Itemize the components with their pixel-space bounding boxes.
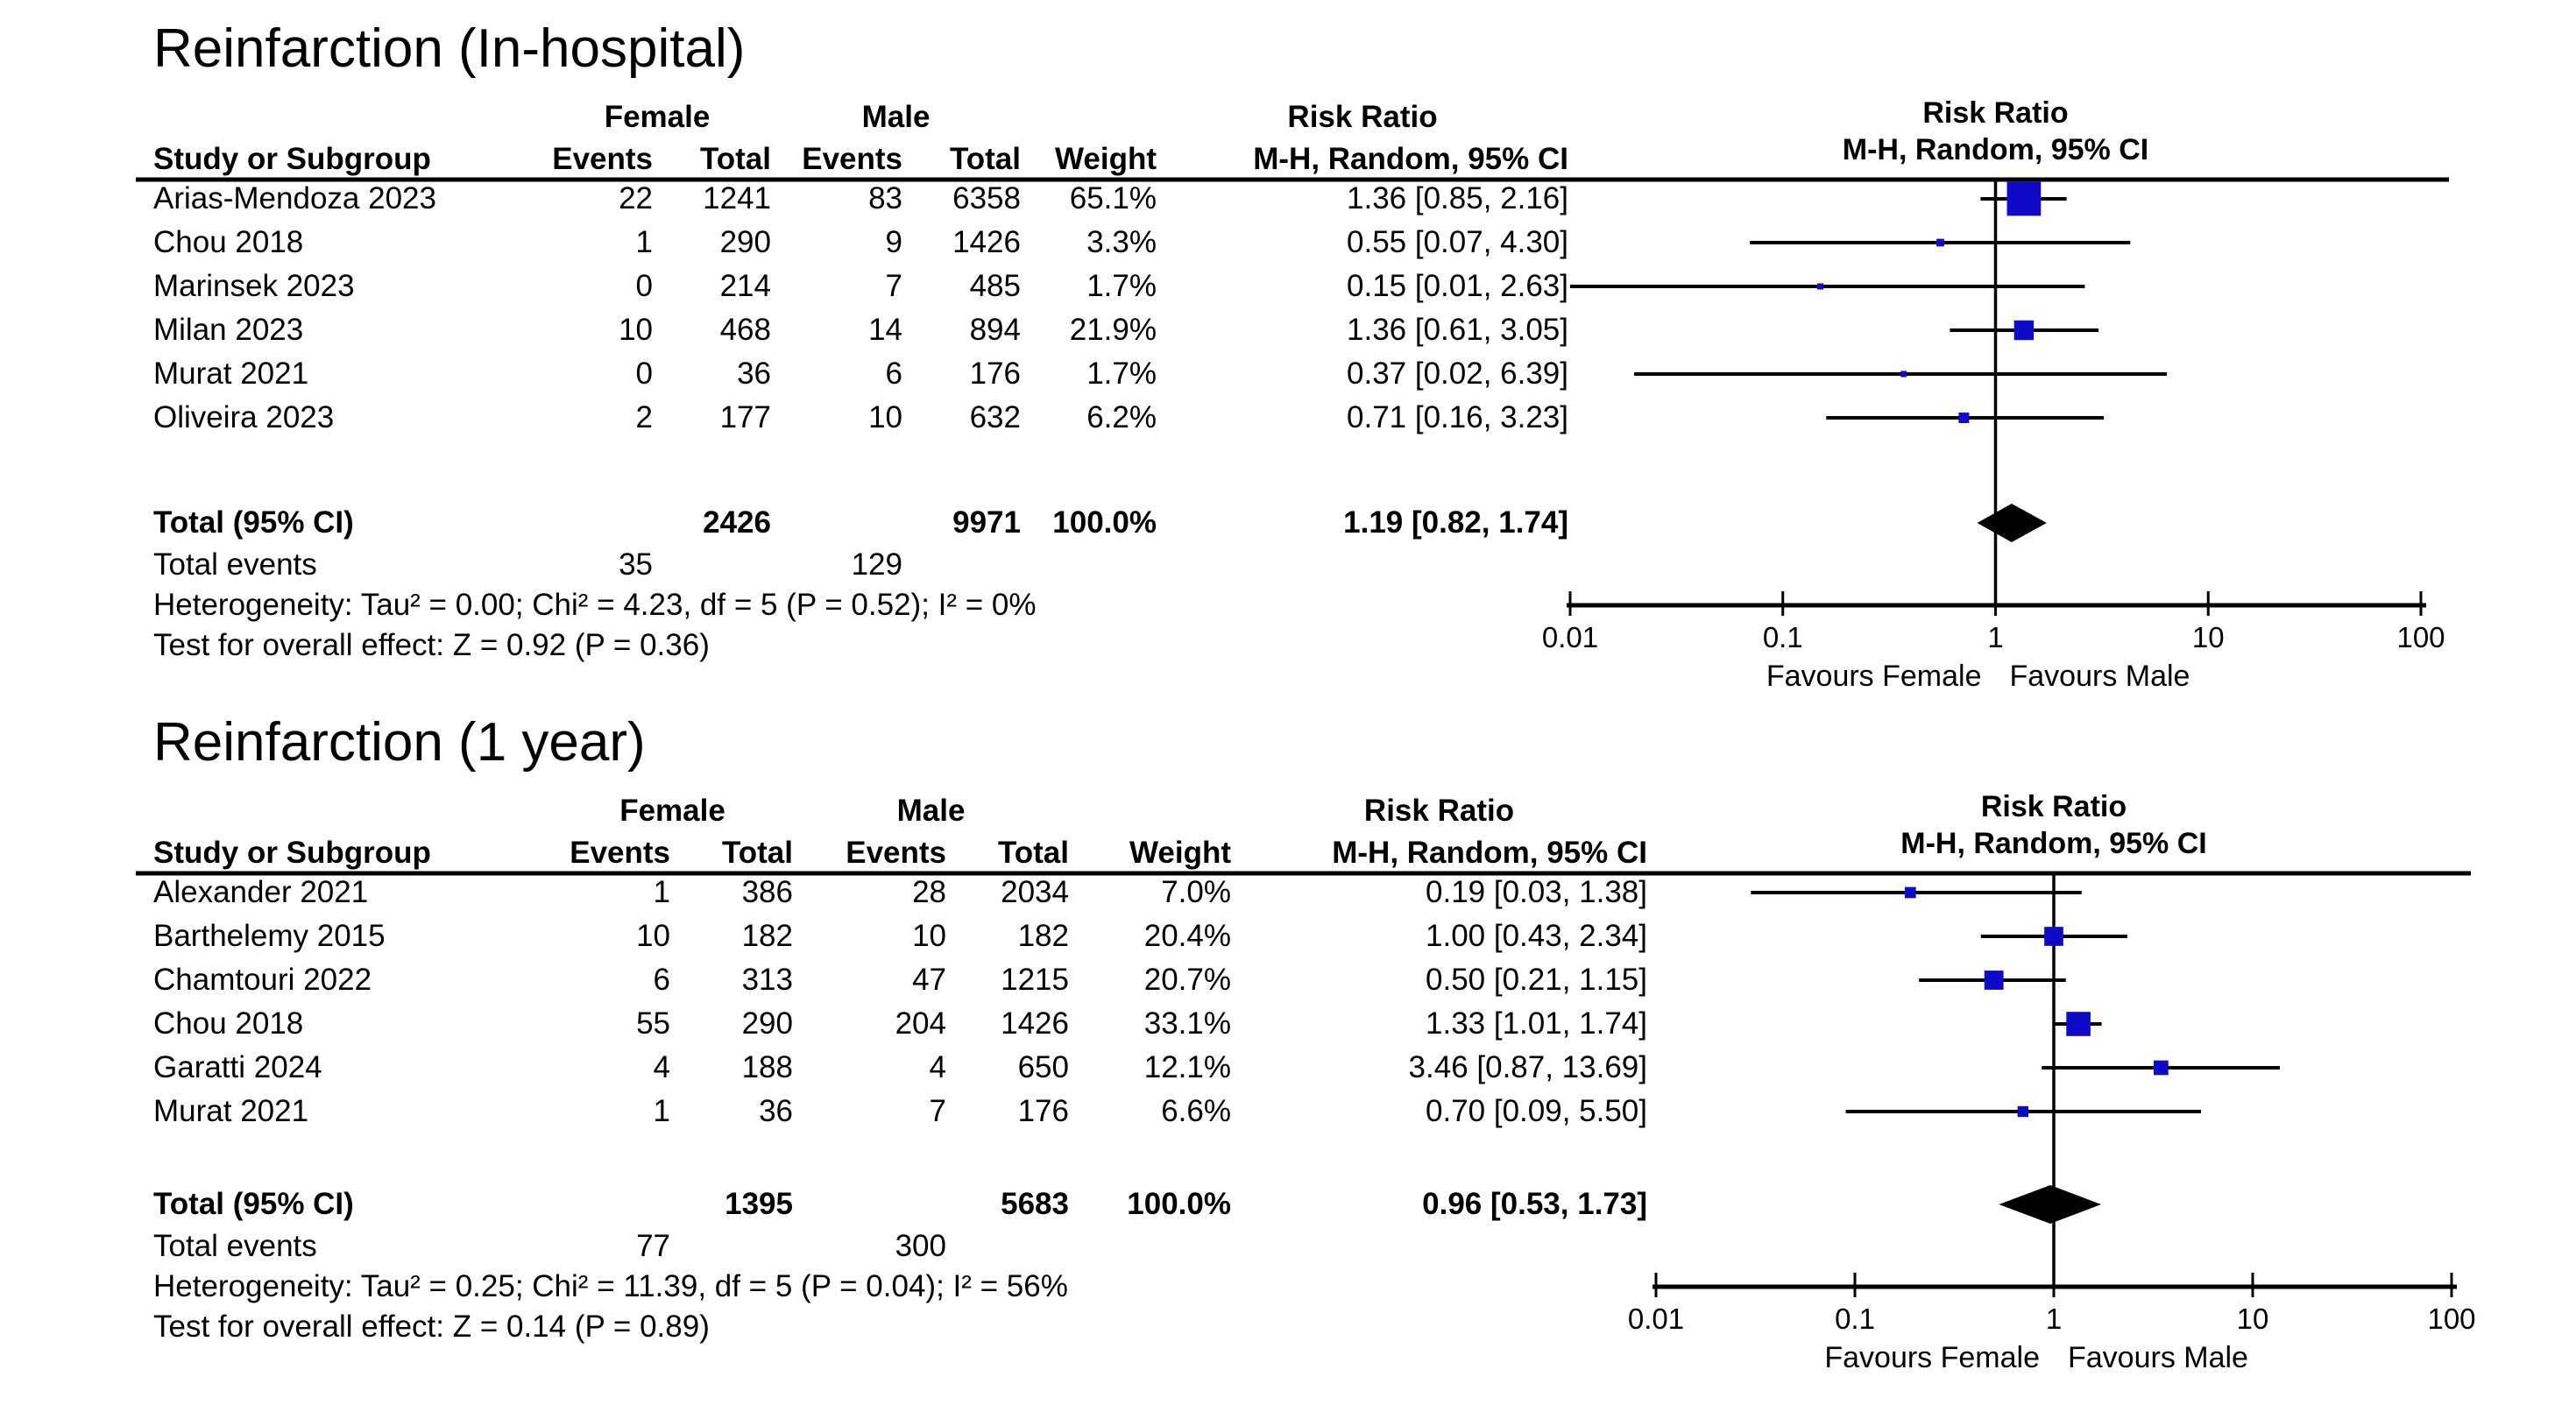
pooled-diamond	[1999, 1185, 2101, 1224]
study-row	[153, 177, 1568, 221]
graph-header-measure: Risk Ratio	[1922, 96, 2069, 130]
total-row	[153, 501, 1568, 545]
effect-square	[2066, 1012, 2091, 1036]
study-rr: 0.50 [0.21, 1.15]	[1426, 963, 1647, 997]
total-male-total: 9971	[952, 505, 1021, 540]
weight-col-header: Weight	[1054, 142, 1157, 176]
study-weight: 65.1%	[1069, 181, 1157, 215]
male-events: 204	[895, 1006, 946, 1041]
total-events-row	[153, 545, 1568, 585]
female-total-col-header: Total	[721, 836, 793, 870]
risk-ratio-col-header: M-H, Random, 95% CI	[1332, 836, 1647, 870]
total-row	[153, 1183, 1647, 1226]
male-events: 9	[885, 225, 902, 259]
total-events-label: Total events	[153, 1229, 317, 1263]
study-name: Milan 2023	[153, 313, 304, 347]
axis-tick-label: 1	[2045, 1303, 2063, 1335]
study-name: Chamtouri 2022	[153, 963, 372, 997]
male-total: 1426	[1001, 1006, 1069, 1041]
male-events: 4	[929, 1050, 946, 1084]
effect-square	[1936, 239, 1944, 247]
total-weight: 100.0%	[1052, 505, 1157, 540]
male-group-label: Male	[896, 794, 966, 828]
study-name: Alexander 2021	[153, 875, 369, 909]
weight-col-header: Weight	[1129, 836, 1231, 870]
female-events: 1	[635, 225, 653, 259]
favours-right-label: Favours Male	[2068, 1341, 2248, 1374]
column-header-row	[153, 135, 1568, 177]
female-events: 55	[636, 1006, 670, 1041]
graph-header-method: M-H, Random, 95% CI	[1842, 133, 2149, 166]
pooled-diamond	[1978, 504, 2047, 542]
female-total-col-header: Total	[699, 142, 771, 176]
axis-tick-label: 10	[2191, 621, 2225, 653]
study-rr: 0.37 [0.02, 6.39]	[1347, 357, 1568, 391]
study-weight: 1.7%	[1086, 357, 1157, 391]
total-female-total: 1395	[725, 1187, 793, 1221]
group-header-row	[153, 98, 1568, 135]
female-total: 177	[719, 400, 771, 434]
study-rows	[153, 177, 1568, 440]
study-row	[153, 871, 1647, 914]
male-events: 7	[885, 269, 902, 303]
study-rr: 1.00 [0.43, 2.34]	[1426, 919, 1647, 953]
male-events-col-header: Events	[802, 142, 902, 176]
male-total: 182	[1017, 919, 1069, 953]
female-events: 1	[653, 1094, 670, 1128]
male-total: 485	[969, 269, 1021, 303]
study-name: Chou 2018	[153, 225, 304, 259]
study-name: Barthelemy 2015	[153, 919, 386, 953]
effect-square	[1985, 971, 2004, 990]
female-events: 1	[653, 875, 670, 909]
study-weight: 20.7%	[1143, 963, 1231, 997]
plot-title: Reinfarction (In-hospital)	[153, 18, 746, 79]
female-total: 1241	[703, 181, 771, 215]
study-name: Chou 2018	[153, 1006, 304, 1041]
graph-column-header	[1689, 91, 2303, 170]
study-weight: 3.3%	[1086, 225, 1157, 259]
female-total: 386	[741, 875, 793, 909]
female-events: 0	[635, 357, 653, 391]
overall-effect-text: Test for overall effect: Z = 0.14 (P = 0.89)	[153, 1310, 710, 1344]
female-events: 2	[635, 400, 653, 434]
study-row	[153, 265, 1568, 308]
effect-square	[2044, 927, 2063, 946]
total-events-male: 129	[851, 547, 902, 582]
male-total: 6358	[952, 181, 1021, 215]
male-total-col-header: Total	[997, 836, 1069, 870]
axis-tick-label: 0.01	[1627, 1303, 1685, 1335]
male-events: 6	[885, 357, 902, 391]
heterogeneity-text: Heterogeneity: Tau² = 0.25; Chi² = 11.39, df = 5 (P = 0.04); I² = 56%	[153, 1269, 1068, 1303]
study-rr: 0.70 [0.09, 5.50]	[1426, 1094, 1647, 1128]
study-weight: 7.0%	[1161, 875, 1231, 909]
study-table	[153, 792, 1647, 1347]
group-header-row	[153, 792, 1647, 829]
effect-square	[1900, 371, 1907, 378]
study-row	[153, 221, 1568, 265]
study-row	[153, 914, 1647, 958]
risk-ratio-col-header: M-H, Random, 95% CI	[1253, 142, 1568, 176]
male-total: 1215	[1001, 963, 1069, 997]
study-row	[153, 396, 1568, 440]
axis-tick-label: 0.1	[1835, 1303, 1875, 1335]
total-events-male: 300	[895, 1229, 946, 1263]
study-rr: 1.33 [1.01, 1.74]	[1426, 1006, 1647, 1041]
total-events-row	[153, 1226, 1647, 1267]
study-row	[153, 308, 1568, 352]
study-name: Marinsek 2023	[153, 269, 355, 303]
male-total: 632	[969, 400, 1021, 434]
study-name: Arias-Mendoza 2023	[153, 181, 436, 215]
study-row	[153, 958, 1647, 1002]
axis-tick-label: 100	[2427, 1303, 2476, 1335]
study-rr: 0.15 [0.01, 2.63]	[1347, 269, 1568, 303]
male-total: 1426	[952, 225, 1021, 259]
study-weight: 21.9%	[1069, 313, 1157, 347]
effect-square	[2018, 1106, 2028, 1117]
male-group-label: Male	[861, 100, 931, 134]
female-total: 290	[741, 1006, 793, 1041]
axis-tick-label: 0.01	[1541, 621, 1599, 653]
total-female-total: 2426	[703, 505, 771, 540]
male-total: 176	[1017, 1094, 1069, 1128]
total-weight: 100.0%	[1127, 1187, 1231, 1221]
study-rr: 0.71 [0.16, 3.23]	[1347, 400, 1568, 434]
study-weight: 33.1%	[1143, 1006, 1231, 1041]
female-total: 313	[741, 963, 793, 997]
female-events-col-header: Events	[570, 836, 670, 870]
column-header-row	[153, 829, 1647, 871]
male-events: 10	[868, 400, 902, 434]
axis-tick-label: 0.1	[1762, 621, 1803, 653]
study-col-header: Study or Subgroup	[153, 142, 431, 176]
female-events: 10	[619, 313, 653, 347]
male-events: 28	[912, 875, 946, 909]
female-total: 36	[759, 1094, 793, 1128]
axis-tick-label: 10	[2236, 1303, 2269, 1335]
female-events-col-header: Events	[552, 142, 653, 176]
female-group-label: Female	[604, 100, 711, 134]
forest-plot-one-year	[0, 712, 2576, 1382]
total-events-female: 77	[636, 1229, 670, 1263]
female-total: 36	[737, 357, 771, 391]
effect-square	[1958, 413, 1969, 423]
effect-square	[1905, 887, 1916, 899]
effect-square	[2154, 1061, 2169, 1076]
risk-ratio-group-label: Risk Ratio	[1287, 100, 1438, 134]
total-events-label: Total events	[153, 547, 317, 582]
total-rr: 0.96 [0.53, 1.73]	[1422, 1187, 1647, 1221]
plot-title: Reinfarction (1 year)	[153, 712, 646, 773]
study-rr: 1.36 [0.85, 2.16]	[1347, 181, 1568, 215]
study-rr: 0.55 [0.07, 4.30]	[1347, 225, 1568, 259]
female-events: 22	[619, 181, 653, 215]
effect-square	[2007, 182, 2042, 216]
effect-square	[2014, 321, 2034, 340]
effect-square	[1817, 284, 1823, 290]
study-name: Murat 2021	[153, 1094, 309, 1128]
male-events: 83	[868, 181, 902, 215]
male-total-col-header: Total	[949, 142, 1021, 176]
study-row	[153, 352, 1568, 396]
heterogeneity-text: Heterogeneity: Tau² = 0.00; Chi² = 4.23, df = 5 (P = 0.52); I² = 0%	[153, 588, 1037, 622]
female-total: 182	[741, 919, 793, 953]
study-weight: 6.2%	[1086, 400, 1157, 434]
male-total: 2034	[1001, 875, 1069, 909]
study-row	[153, 1090, 1647, 1133]
study-weight: 12.1%	[1143, 1050, 1231, 1084]
male-total: 894	[969, 313, 1021, 347]
study-table	[153, 98, 1568, 666]
study-rr: 0.19 [0.03, 1.38]	[1426, 875, 1647, 909]
study-col-header: Study or Subgroup	[153, 836, 431, 870]
female-events: 6	[653, 963, 670, 997]
study-row	[153, 1002, 1647, 1046]
study-rows	[153, 871, 1647, 1133]
female-events: 10	[636, 919, 670, 953]
total-male-total: 5683	[1001, 1187, 1069, 1221]
graph-column-header	[1747, 785, 2360, 864]
female-group-label: Female	[619, 794, 725, 828]
total-label: Total (95% CI)	[153, 505, 354, 540]
female-events: 4	[653, 1050, 670, 1084]
study-row	[153, 1046, 1647, 1090]
male-events: 7	[929, 1094, 946, 1128]
female-total: 188	[741, 1050, 793, 1084]
graph-header-measure: Risk Ratio	[1980, 790, 2127, 823]
study-weight: 6.6%	[1161, 1094, 1231, 1128]
favours-left-label: Favours Female	[1766, 660, 1982, 693]
female-total: 214	[719, 269, 771, 303]
male-events: 10	[912, 919, 946, 953]
male-events: 14	[868, 313, 902, 347]
axis-tick-label: 100	[2396, 621, 2445, 653]
male-total: 650	[1017, 1050, 1069, 1084]
study-name: Garatti 2024	[153, 1050, 322, 1084]
female-total: 468	[719, 313, 771, 347]
spacer	[153, 440, 1568, 501]
study-weight: 20.4%	[1143, 919, 1231, 953]
male-total: 176	[969, 357, 1021, 391]
spacer	[153, 1133, 1647, 1183]
male-events: 47	[912, 963, 946, 997]
total-events-female: 35	[619, 547, 653, 582]
study-name: Murat 2021	[153, 357, 309, 391]
male-events-col-header: Events	[846, 836, 946, 870]
axis-tick-label: 1	[1987, 621, 2004, 653]
risk-ratio-group-label: Risk Ratio	[1363, 794, 1515, 828]
total-label: Total (95% CI)	[153, 1187, 354, 1221]
female-events: 0	[635, 269, 653, 303]
study-rr: 3.46 [0.87, 13.69]	[1408, 1050, 1647, 1084]
total-rr: 1.19 [0.82, 1.74]	[1343, 505, 1568, 540]
female-total: 290	[719, 225, 771, 259]
study-rr: 1.36 [0.61, 3.05]	[1347, 313, 1568, 347]
favours-right-label: Favours Male	[2009, 660, 2190, 693]
graph-header-method: M-H, Random, 95% CI	[1900, 827, 2207, 860]
favours-left-label: Favours Female	[1824, 1341, 2040, 1374]
study-name: Oliveira 2023	[153, 400, 335, 434]
overall-effect-text: Test for overall effect: Z = 0.92 (P = 0.36)	[153, 628, 710, 662]
study-weight: 1.7%	[1086, 269, 1157, 303]
